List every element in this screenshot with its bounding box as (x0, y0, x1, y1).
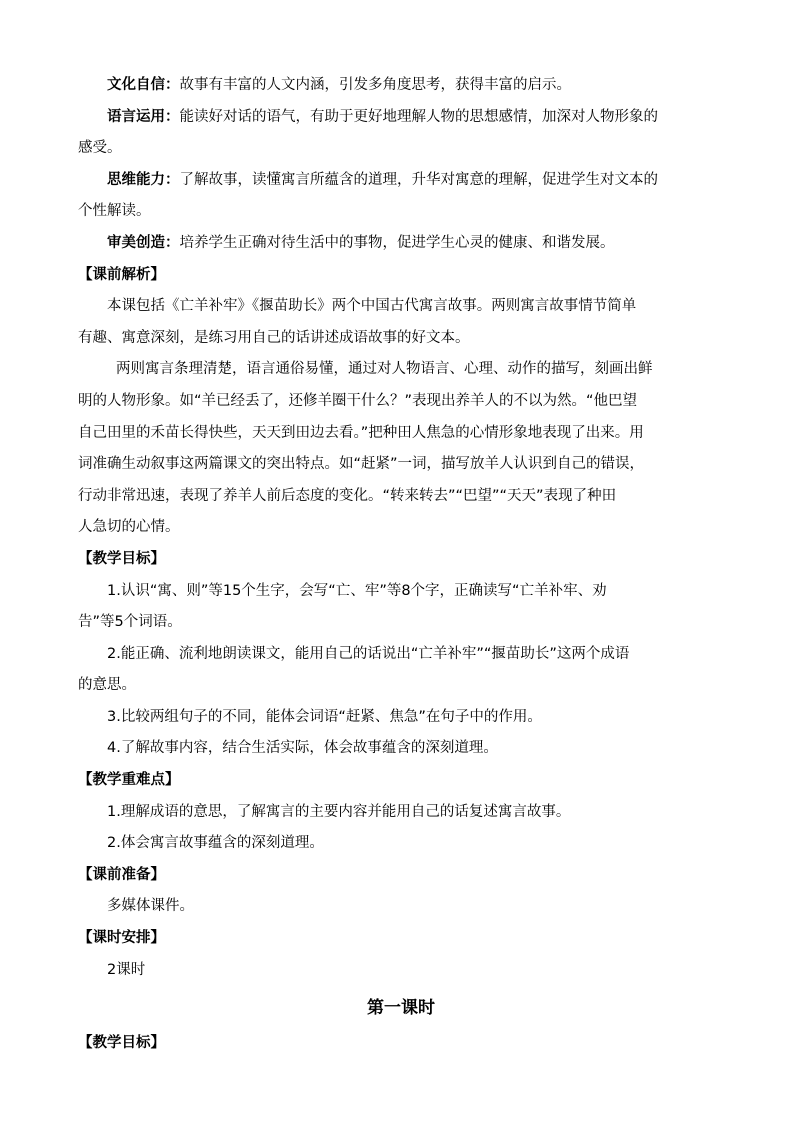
section-heading-lesson-goals: 【教学目标】 (78, 1035, 165, 1052)
goal-item-cont: 告”等5个词语。 (78, 614, 182, 631)
objective-culture (78, 70, 724, 102)
objective-text: 了解故事，读懂寓言所蕴含的道理，升华对寓意的理解，促进学生对文本的 (179, 171, 658, 188)
objective-label: 审美创造： (107, 234, 180, 251)
objective-thinking (78, 165, 724, 197)
objective-thinking-cont: 个性解读。 (78, 203, 151, 220)
analysis-p1-line: 本课包括《亡羊补牢》《揠苗助长》两个中国古代寓言故事。两则寓言故事情节简单 (107, 298, 637, 315)
goal-item: 2.能正确、流利地朗读课文，能用自己的话说出“亡羊补牢”“揠苗助长”这两个成语 (107, 645, 630, 662)
goal-item: 3.比较两组句子的不同，能体会词语“赶紧、焦急”在句子中的作用。 (107, 708, 542, 725)
analysis-p2-line: 行动非常迅速，表现了养羊人前后态度的变化。“转来转去”“巴望”“天天”表现了种田 (78, 487, 617, 504)
section-heading-prep: 【课前准备】 (78, 866, 165, 883)
goal-item: 4.了解故事内容，结合生活实际，体会故事蕴含的深刻道理。 (107, 740, 498, 757)
objective-aesthetic (78, 228, 724, 260)
goal-item: 1.认识“寓、则”等15个生字，会写“亡、牢”等8个字，正确读写“亡羊补牢、劝 (107, 582, 607, 599)
objective-label: 文化自信： (107, 77, 180, 93)
analysis-p2-line: 自己田里的禾苗长得快些，天天到田边去看。”把种田人焦急的心情形象地表现了出来。用 (78, 424, 644, 441)
objective-label: 思维能力： (107, 171, 180, 188)
analysis-p1-line: 有趣、寓意深刻，是练习用自己的话讲述成语故事的好文本。 (78, 329, 470, 346)
section-heading-keypoints: 【教学重难点】 (78, 772, 180, 789)
objective-text: 能读好对话的语气，有助于更好地理解人物的思想感情，加深对人物形象的 (179, 108, 658, 125)
schedule-text: 2课时 (107, 961, 146, 978)
objective-language (78, 102, 724, 134)
keypoint-item: 1.理解成语的意思，了解寓言的主要内容并能用自己的话复述寓言故事。 (107, 803, 571, 820)
analysis-p2-line: 词准确生动叙事这两篇课文的突出特点。如“赶紧”一词，描写放羊人认识到自己的错误， (78, 456, 645, 473)
goal-item-cont: 的意思。 (78, 677, 136, 694)
objective-text: 培养学生正确对待生活中的事物，促进学生心灵的健康、和谐发展。 (179, 234, 615, 251)
lesson-title: 第一课时 (367, 998, 435, 1019)
objective-language-cont: 感受。 (78, 140, 122, 157)
prep-text: 多媒体课件。 (107, 898, 194, 915)
keypoint-item: 2.体会寓言故事蕴含的深刻道理。 (107, 835, 324, 852)
section-heading-schedule: 【课时安排】 (78, 930, 165, 947)
objective-text: 故事有丰富的人文内涵，引发多角度思考，获得丰富的启示。 (179, 77, 571, 93)
document-page (78, 70, 724, 1060)
objective-label: 语言运用： (107, 108, 180, 125)
section-heading-analysis: 【课前解析】 (78, 266, 165, 283)
analysis-p2-line: 两则寓言条理清楚，语言通俗易懂，通过对人物语言、心理、动作的描写，刻画出鲜 (116, 361, 653, 378)
analysis-p2-line: 人急切的心情。 (78, 519, 180, 536)
section-heading-goals: 【教学目标】 (78, 550, 165, 567)
analysis-p2-line: 明的人物形象。如“羊已经丢了，还修羊圈干什么？”表现出养羊人的不以为然。“他巴望 (78, 392, 638, 409)
